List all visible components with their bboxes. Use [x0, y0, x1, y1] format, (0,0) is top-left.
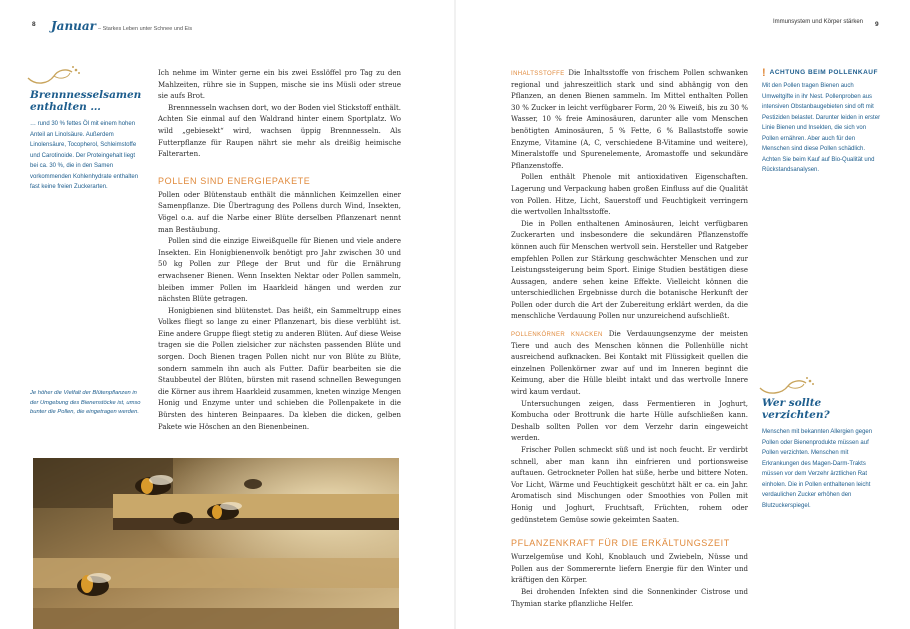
sidebar-box-nettle-seeds [30, 89, 144, 193]
exclamation-icon: ! [762, 67, 766, 79]
left-body-column [158, 68, 401, 433]
paragraph: Frischer Pollen schmeckt süß und ist noch feucht. Er verdirbt schnell, aber man kann ihn einfrieren und portionsweise auftauen. Getrockneter Pollen hat süße, herbe und bittere Noten. Vor Licht, Wärme und Feuchtigkeit geschützt hält er ca. ein Jahr. Aromatisch sind Mischungen oder Smoothies von Pollen mit Honig und Joghurt, Fruchtsaft, Früchten, rohem oder gedünstetem Gemüse sowie gekeimten Saaten. [511, 446, 748, 524]
section-heading-pollen: POLLEN SIND ENERGIEPAKETE [158, 175, 311, 186]
paragraph: Bei drohenden Infekten sind die Sonnenkinder Cistrose und Thymian starke pflanzliche Helfer. [511, 587, 748, 608]
paragraph: Pollen sind die einzige Eiweißquelle für Bienen und viele andere Insekten. Ein Honigbienenvolk benötigt pro Jahr zwischen 30 und 50 kg Pollen zur Pflege der Brut und für die Ernährung erwachsener Bienen. Wenn Insekten Nektar oder Pollen sammeln, bleiben immer Pollen im Haarkleid hängen und werden zur nächsten Blüte getragen. [158, 237, 401, 304]
paragraph [511, 68, 748, 172]
page-number-right: 9 [875, 21, 879, 28]
lead-in-ingredients: INHALTSSTOFFE [511, 71, 565, 77]
paragraph: Pollen enthält Phenole mit antioxidativen Eigenschaften. Lagerung und Verpackung haben großen Einfluss auf die Qualität von Pollen. Hitze, Licht, Sauerstoff und Feuchtigkeit verringern die wertvollen Inhaltsstoffe. [511, 173, 748, 217]
paragraph: Honigbienen sind blütenstet. Das heißt, ein Sammeltrupp eines Volkes fliegt so lange zu einer Pflanzenart, bis diese verblüht ist. Eine andere Gruppe fliegt stetig zu anderen Blüten. Auf diese Weise tragen sie die Pollen zielsicher zur nächsten passenden Blüte und sorgen. Doch Bienen tragen Pollen nicht nur von Blüte zu Blüte, sondern sammeln ihn auch als Futter. Dafür bearbeiten sie die Staubbeutel der Blüten, bürsten mit rasend schnellen Bewegungen die Körner aus ihrem Haarkleid zusammen, kneten winzige Mengen Honig und Enzyme unter und schieben die Pollenpakete in die Bürsten des hinteren Beinpaares. Da kleben die dicken, gelben Pakete wie Höschen an den Bienenbeinen. [158, 306, 401, 431]
sidebar-title: Brennnesselsamen enthalten … [30, 89, 142, 113]
paragraph: Untersuchungen zeigen, dass Fermentieren in Joghurt, Kombucha oder Brottrunk die harte Hülle aufschließen kann. Deshalb sollten Pollen vor dem Verzehr darin eingeweicht werden. [511, 399, 748, 443]
sidebar-text: Menschen mit bekannten Allergien gegen Pollen oder Bienenprodukte müssen auf Pollen verzichten. Menschen mit Erkrankungen des Magen-Darm-Trakts müssen vor dem Verzehr ärztlichen Rat einholen. Die in Pollen enthaltenen leicht verdaulichen Zucker erhöhen den Blutzuckerspiegel. [762, 429, 873, 509]
paragraph-text: Die Inhaltsstoffe von frischem Pollen schwanken regional und jahreszeitlich stark und sind abhängig von den Pflanzen, an denen Bienen sammeln. Im Mittel enthalten Pollen 30 % Zucker in leicht verfügbarer Form, 20 % Eiweiß, bis zu 30 % Wasser, 10 % freie Aminosäuren, darunter alle vom Menschen benötigten Aminosäuren, 5 % Fette, 6 % Ballaststoffe sowie Enzyme, Vitamine (A, C, verschiedene B-Vitamine und weitere), Mineralstoffe und Spurenelemente, Aromastoffe und sekundäre Pflanzenstoffe. [511, 69, 748, 170]
right-body-column [511, 68, 748, 610]
paragraph: Wurzelgemüse und Kohl, Knoblauch und Zwiebeln, Nüsse und Pollen aus der Sommerernte liefern Energie für den Winter und kräftigen den Körper. [511, 553, 748, 585]
month-title: Januar [51, 19, 96, 33]
swirl-ornament-icon [26, 64, 82, 86]
bee-hive-photo [33, 458, 399, 629]
section-heading-cold-season: PFLANZENKRAFT FÜR DIE ERKÄLTUNGSZEIT [511, 538, 730, 549]
running-header-right: Immunsystem und Körper stärken [772, 19, 863, 25]
paragraph: Pollen oder Blütenstaub enthält die männlichen Keimzellen einer Samenpflanze. Die Übertragung des Pollens durch Wind, Insekten, Vögel o.a. auf die Narbe einer Blüte derselben Pflanzenart nennt man Bestäubung. [158, 190, 401, 234]
warning-heading-row [762, 68, 882, 78]
sidebar-box-who-should-avoid [762, 397, 882, 511]
page-gutter [454, 0, 456, 629]
sidebar-box-warning [762, 68, 882, 176]
sidebar-title: Wer sollte verzichten? [762, 397, 830, 421]
running-header-left [51, 17, 192, 35]
swirl-ornament-icon [758, 376, 818, 396]
page-number-left: 8 [32, 21, 36, 28]
paragraph: Brennnesseln wachsen dort, wo der Boden viel Stickstoff enthält. Achten Sie einmal auf den Waldrand hinter einem Sportplatz. Wo wild „gebiesekt“ wird, wachsen üppig Brennnesseln. Als Futterpflanze für Raupen nährt sie mehr als dreißig heimische Falterarten. [158, 103, 401, 159]
chapter-subtitle: – Starkes Leben unter Schnee und Eis [98, 26, 193, 32]
photo-caption: Je höher die Vielfalt der Blütenpflanzen in der Umgebung des Bienenstöcke ist, umso bunter die Pollen, die eingetragen werden. [30, 390, 141, 415]
paragraph: Die in Pollen enthaltenen Aminosäuren, leicht verfügbaren Zuckerarten und insbesondere die sekundären Pflanzenstoffe können auch für Menschen wertvoll sein. Hersteller und Ratgeber empfehlen Pollen zur Stärkung geschwächter Menschen und zur Leistungssteigerung beim Sport. Einige Studien bestätigen diese Aussagen, andere sehen keine Effekte. Vielleicht können die unterschiedlichen Ergebnisse durch die botanische Herkunft der Pollen oder durch die Art der Zubereitung erklärt werden, da die menschliche Verdauung Pollen nur unzureichend aufschließt. [511, 219, 748, 321]
paragraph [511, 329, 748, 399]
lead-in-pollen-cracking: POLLENKÖRNER KNACKEN [511, 332, 603, 339]
paragraph-text: Die Verdauungsenzyme der meisten Tiere und auch des Menschen können die Pollenhülle nicht ausreichend aufknacken. Bei Kontakt mit Flüssigkeit quellen die einzelnen Pollenkörner zwar auf und im Inneren beginnt die Keimung, aber die Hülle bleibt intakt und das wertvolle Innere wird kaum verdaut. [511, 330, 748, 397]
paragraph: Ich nehme im Winter gerne ein bis zwei Esslöffel pro Tag zu den Mahlzeiten, rühre sie in Suppen, mische sie ins Müsli oder streue sie aufs Brot. [158, 69, 401, 101]
warning-heading: ACHTUNG BEIM POLLENKAUF [769, 69, 878, 76]
warning-text: Mit den Pollen tragen Bienen auch Umweltgifte in ihr Nest. Pollenproben aus intensiven Obstanbaugebieten sind oft mit Pestiziden belastet. Darunter leiden in erster Linie Bienen und Insekten, die sich von Pollen ernähren. Aber auch für den Menschen sind diese Pollen schädlich. Achten Sie beim Kauf auf Bio-Qualität und Rückstandsanalysen. [762, 83, 881, 173]
sidebar-text: … rund 30 % fettes Öl mit einem hohen Anteil an Linolsäure. Außerdem Linolensäure, Tocopherol, Schleimstoffe und Carotinoide. Der Proteingehalt liegt bei ca. 30 %, die in den Samen vorkommenden Kohlenhydrate enthalten fast keine freien Zuckerarten. [30, 121, 139, 190]
